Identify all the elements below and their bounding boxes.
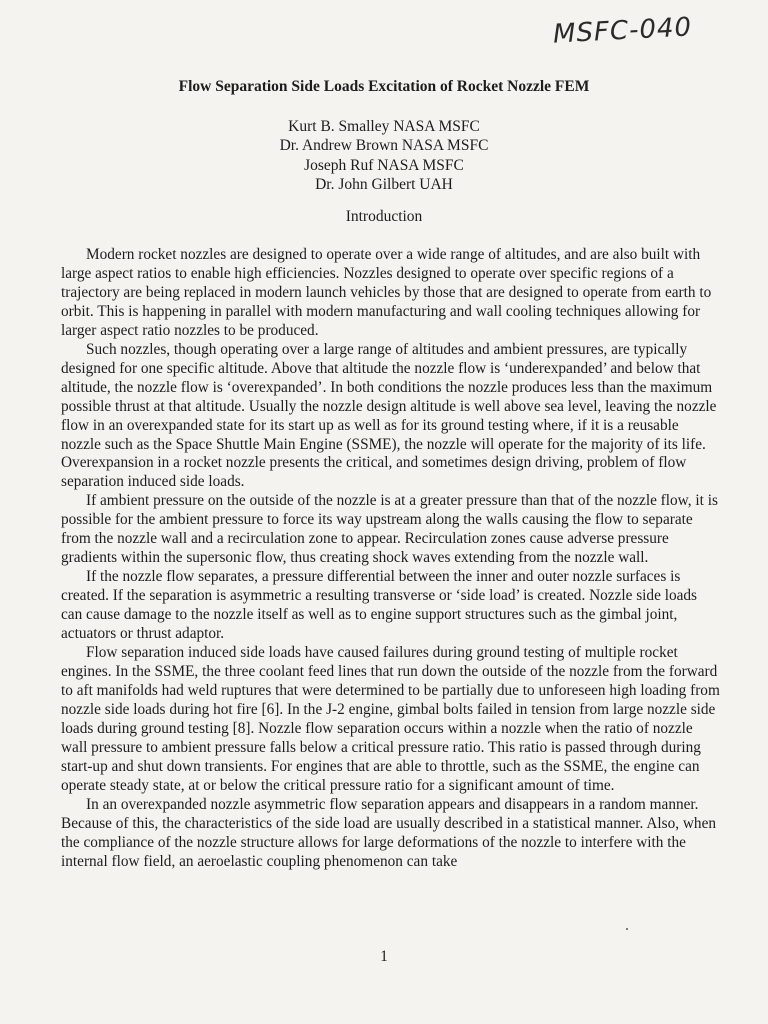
body-text [61,246,721,871]
handwritten-note: MSFC-040 [552,12,693,50]
paragraph: If ambient pressure on the outside of the nozzle is at a greater pressure than that of the nozzle flow, it is possible for the ambient pressure to force its way upstream along the walls causing the flow to separate from the nozzle wall and a recirculation zone to appear. Recirculation zones cause adverse pressure gradients within the supersonic flow, thus creating shock waves extending from the nozzle wall. [61,492,718,567]
page-number: 1 [380,948,388,965]
section-heading: Introduction [345,208,423,225]
paragraph: In an overexpanded nozzle asymmetric flow separation appears and disappears in a random manner. Because of this, the characteristics of the side load are usually described in a statistical manner. Also, when the compliance of the nozzle structure allows for large deformations of the nozzle to interfere with the internal flow field, an aeroelastic coupling phenomenon can take [61,795,717,870]
author: Dr. Andrew Brown NASA MSFC [279,137,489,155]
paragraph: If the nozzle flow separates, a pressure differential between the inner and outer nozzle surfaces is created. If the separation is asymmetric a resulting transverse or ‘side load’ is created. Nozzle side loads can cause damage to the nozzle itself as well as to engine support structures such as the gimbal joint, actuators or thrust adaptor. [61,568,697,643]
author: Kurt B. Smalley NASA MSFC [288,118,480,135]
paragraph: Such nozzles, though operating over a large range of altitudes and ambient pressures, are typically designed for one specific altitude. Above that altitude the nozzle flow is ‘underexpanded’ and below that altitude, the nozzle flow is ‘overexpanded’. In both conditions the nozzle produces less than the maximum possible thrust at that altitude. Usually the nozzle design altitude is well above sea level, leaving the nozzle flow in an overexpanded state for its start up as well as for its ground testing where, if it is a reusable nozzle such as the Space Shuttle Main Engine (SSME), the nozzle will operate for the majority of its life. Overexpansion in a rocket nozzle presents the critical, and sometimes design driving, problem of flow separation induced side loads. [61,340,717,491]
author: Dr. John Gilbert UAH [315,176,453,194]
paper-title: Flow Separation Side Loads Excitation of Rocket Nozzle FEM [178,78,590,95]
author: Joseph Ruf NASA MSFC [304,156,464,174]
paragraph: Flow separation induced side loads have caused failures during ground testing of multiple rocket engines. In the SSME, the three coolant feed lines that run down the outside of the nozzle from the forward to aft manifolds had weld ruptures that were determined to be partially due to unforeseen high loading from nozzle side loads during hot fire [6]. In the J-2 engine, gimbal bolts failed in tension from large nozzle side loads during ground testing [8]. Nozzle flow separation occurs within a nozzle when the ratio of nozzle wall pressure to ambient pressure falls below a critical pressure ratio. This ratio is passed through during start-up and shut down transients. For engines that are able to throttle, such as the SSME, the engine can operate steady state, at or below the critical pressure ratio for a significant amount of time. [61,644,720,794]
scan-speck [626,928,628,930]
author-list [0,117,768,195]
paragraph: Modern rocket nozzles are designed to operate over a wide range of altitudes, and are also built with large aspect ratios to enable high efficiencies. Nozzles designed to operate over specific regions of a trajectory are being replaced in modern launch vehicles by those that are designed to operate from earth to orbit. This is happening in parallel with modern manufacturing and wall cooling techniques allowing for larger aspect ratio nozzles to be produced. [61,246,712,339]
